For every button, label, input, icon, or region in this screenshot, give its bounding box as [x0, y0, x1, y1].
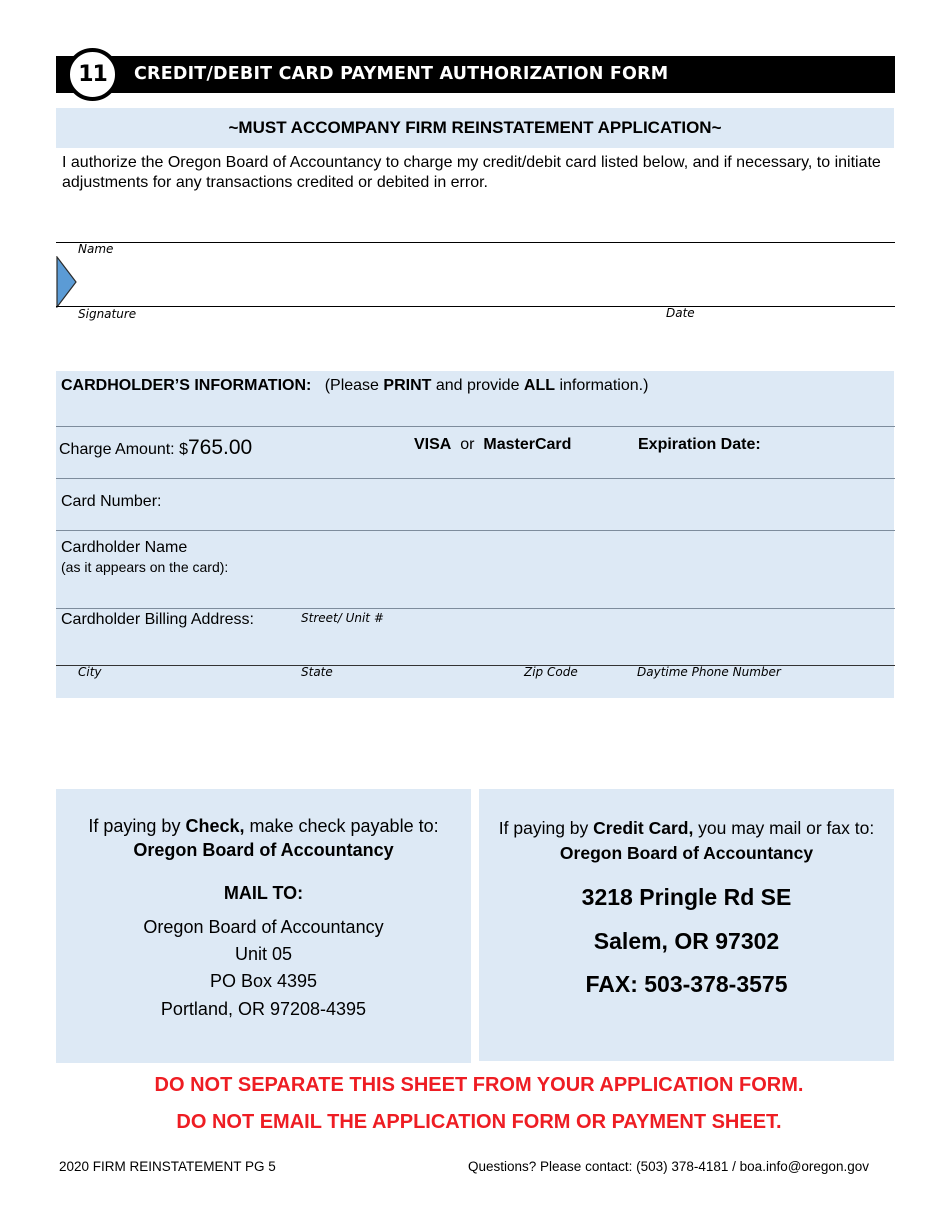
cardholder-title-bold: CARDHOLDER’S INFORMATION: — [61, 377, 312, 394]
street-label: Street/ Unit # — [301, 611, 384, 625]
notice-banner — [56, 108, 894, 148]
cardholder-panel — [56, 371, 894, 698]
name-line — [56, 242, 895, 243]
check-instruction-post: make check payable to: — [244, 816, 439, 836]
row-divider — [56, 530, 895, 531]
check-instruction-bold: Check, — [185, 816, 245, 836]
mail-address-line: Oregon Board of Accountancy — [143, 917, 384, 937]
cardholder-name-sub-label: (as it appears on the card): — [61, 559, 229, 575]
visa-label: VISA — [414, 436, 452, 453]
card-instruction-post: you may mail or fax to: — [693, 818, 875, 838]
form-title: CREDIT/DEBIT CARD PAYMENT AUTHORIZATION FORM — [134, 64, 669, 84]
card-type-field — [414, 436, 571, 454]
cardholder-title — [61, 377, 648, 395]
signature-arrow-icon — [56, 256, 78, 308]
mail-address-line: Unit 05 — [234, 944, 293, 964]
zip-code-label: Zip Code — [524, 665, 578, 679]
charge-amount-value: 765.00 — [187, 436, 253, 459]
mastercard-label: MasterCard — [483, 436, 572, 453]
cardholder-title-pre: (Please — [324, 377, 384, 394]
city-state-zip: Salem, OR 97302 — [593, 928, 780, 954]
or-label: or — [460, 436, 475, 453]
check-instruction — [56, 816, 471, 837]
street-address: 3218 Pringle Rd SE — [581, 884, 792, 910]
cardholder-title-post: information.) — [555, 377, 649, 394]
notice-text: ~MUST ACCOMPANY FIRM REINSTATEMENT APPLICATION~ — [228, 118, 722, 137]
card-instruction — [479, 818, 894, 839]
card-payment-box — [479, 789, 894, 1061]
cardholder-title-print: PRINT — [383, 377, 432, 394]
cardholder-title-mid: and provide — [431, 377, 524, 394]
mail-to-heading: MAIL TO: — [223, 883, 304, 903]
step-number: 11 — [78, 62, 107, 87]
charge-amount-label: Charge Amount: $ — [59, 441, 188, 458]
charge-amount-field — [59, 436, 252, 460]
signature-label: Signature — [78, 307, 137, 321]
card-instruction-pre: If paying by — [498, 818, 594, 838]
expiration-date-label: Expiration Date: — [638, 436, 761, 453]
cardholder-name-label: Cardholder Name — [61, 539, 188, 556]
date-label: Date — [666, 306, 695, 320]
state-label: State — [301, 665, 333, 679]
check-payment-box — [56, 789, 471, 1063]
mail-address-line: PO Box 4395 — [209, 971, 318, 991]
fax-number: FAX: 503-378-3575 — [585, 971, 788, 997]
warning-separate: DO NOT SEPARATE THIS SHEET FROM YOUR APPLICATION FORM. — [154, 1074, 804, 1096]
billing-address-label: Cardholder Billing Address: — [61, 611, 254, 628]
row-divider — [56, 426, 895, 427]
step-number-badge — [66, 48, 119, 101]
name-label: Name — [78, 242, 114, 256]
mail-address-line: Portland, OR 97208-4395 — [160, 999, 367, 1019]
signature-line — [56, 306, 895, 307]
check-instruction-pre: If paying by — [88, 816, 186, 836]
footer-contact: Questions? Please contact: (503) 378-4181 / boa.info@oregon.gov — [468, 1159, 869, 1174]
authorization-text: I authorize the Oregon Board of Accountancy to charge my credit/debit card listed below, and if necessary, to initiate adjustments for any transactions credited or debited in error. — [62, 154, 881, 191]
daytime-phone-label: Daytime Phone Number — [637, 665, 781, 679]
city-label: City — [78, 665, 102, 679]
row-divider — [56, 478, 895, 479]
card-instruction-bold: Credit Card, — [593, 818, 694, 838]
card-payee: Oregon Board of Accountancy — [559, 843, 814, 863]
warning-email: DO NOT EMAIL THE APPLICATION FORM OR PAYMENT SHEET. — [176, 1111, 782, 1133]
footer-page-label: 2020 FIRM REINSTATEMENT PG 5 — [59, 1159, 276, 1174]
cardholder-title-all: ALL — [523, 377, 556, 394]
card-number-label: Card Number: — [61, 493, 162, 510]
check-payee: Oregon Board of Accountancy — [133, 840, 394, 860]
row-divider — [56, 608, 895, 609]
